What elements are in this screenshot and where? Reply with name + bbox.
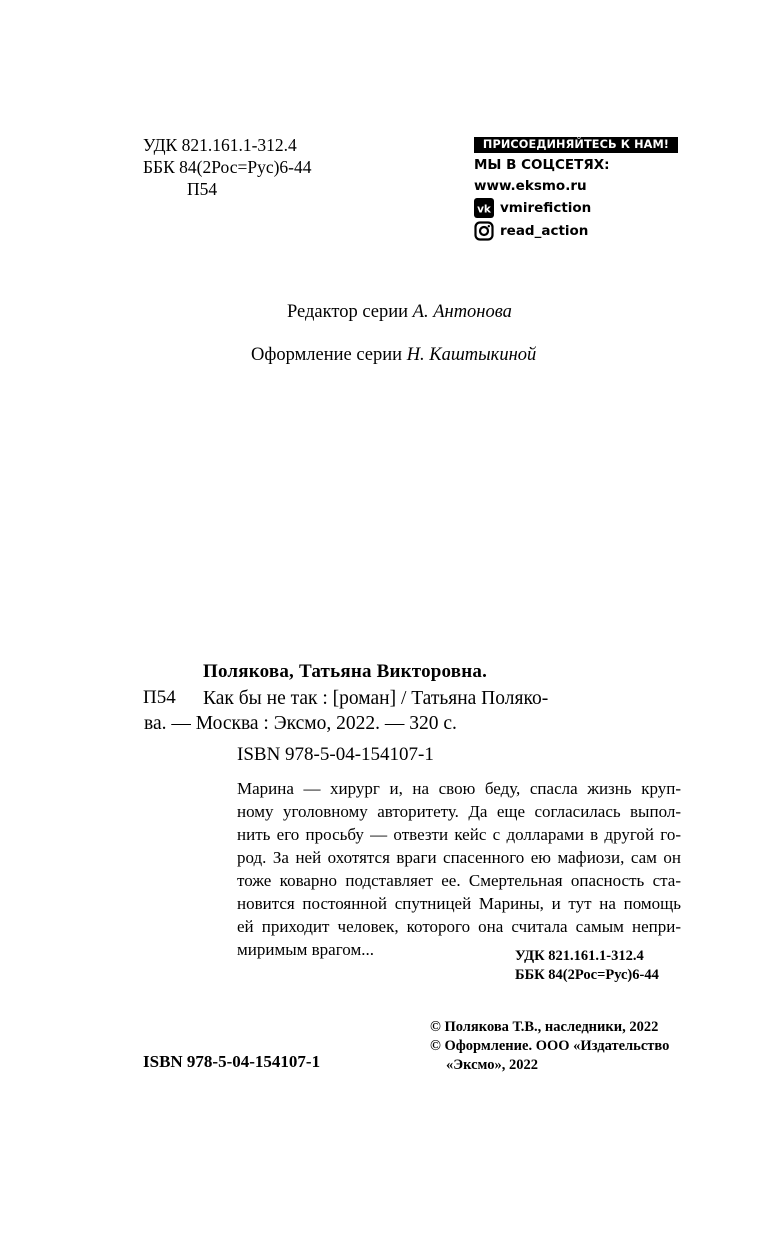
vk-handle: vmirefiction	[500, 200, 592, 216]
annotation-line: тоже коварно подставляет ее. Смертельная опасность ста-	[237, 871, 681, 890]
copyright-line: «Эксмо», 2022	[446, 1057, 538, 1073]
annotation-line: нить его просьбу — отвезти кейс с долларами в другой го-	[237, 825, 681, 844]
copyright-block	[430, 1018, 669, 1075]
bibliography-code: П54	[143, 687, 176, 708]
series-editor-label: Редактор серии	[287, 302, 409, 322]
annotation	[237, 777, 681, 961]
annotation-line: ей приходит человек, которого она считала самым непри-	[237, 917, 681, 936]
isbn-footer: ISBN 978-5-04-154107-1	[143, 1052, 321, 1071]
annotation-line: миримым врагом...	[237, 940, 374, 959]
author-heading: Полякова, Татьяна Викторовна.	[203, 661, 488, 682]
bbk-code: ББК 84(2Рос=Рус)6-44	[143, 157, 312, 177]
instagram-handle: read_action	[500, 223, 589, 239]
annotation-line: Марина — хирург и, на свою беду, спасла жизнь круп-	[237, 779, 681, 798]
svg-text:vk: vk	[477, 203, 491, 216]
footer-udk: УДК 821.161.1-312.4	[515, 948, 644, 964]
bibliography-line: ва. — Москва : Эксмо, 2022. — 320 с.	[144, 713, 457, 734]
footer-bbk: ББК 84(2Рос=Рус)6-44	[515, 967, 659, 983]
instagram-icon	[474, 221, 494, 241]
series-editor-credit	[287, 300, 512, 324]
annotation-line: ному уголовному авторитету. Да еще согласилась выпол-	[237, 802, 681, 821]
series-design-name: Н. Каштыкиной	[406, 345, 537, 365]
instagram-link[interactable]	[474, 221, 588, 241]
catalog-codes	[143, 134, 312, 200]
annotation-line: род. За ней охотятся враги спасенного ею мафиози, сам он	[237, 848, 681, 867]
social-subtitle: МЫ В СОЦСЕТЯХ:	[474, 157, 610, 173]
series-design-label: Оформление серии	[251, 345, 403, 365]
author-sign: П54	[187, 179, 218, 199]
bibliography-line: Как бы не так : [роман] / Татьяна Поляко-	[203, 688, 549, 709]
series-design-credit	[251, 343, 536, 367]
annotation-line: новится постоянной спутницей Марины, и тут на помощь	[237, 894, 681, 913]
copyright-line: © Оформление. ООО «Издательство	[430, 1038, 670, 1054]
isbn-record: ISBN 978-5-04-154107-1	[237, 744, 434, 765]
social-banner: ПРИСОЕДИНЯЙТЕСЬ К НАМ!	[474, 137, 678, 153]
copyright-line: © Полякова Т.В., наследники, 2022	[430, 1019, 659, 1035]
footer-codes	[515, 947, 659, 985]
udk-code: УДК 821.161.1-312.4	[143, 135, 297, 155]
vk-link[interactable]	[474, 198, 591, 218]
vk-icon	[474, 198, 494, 218]
series-editor-name: А. Антонова	[412, 302, 512, 322]
website-link[interactable]: www.eksmo.ru	[474, 178, 587, 194]
